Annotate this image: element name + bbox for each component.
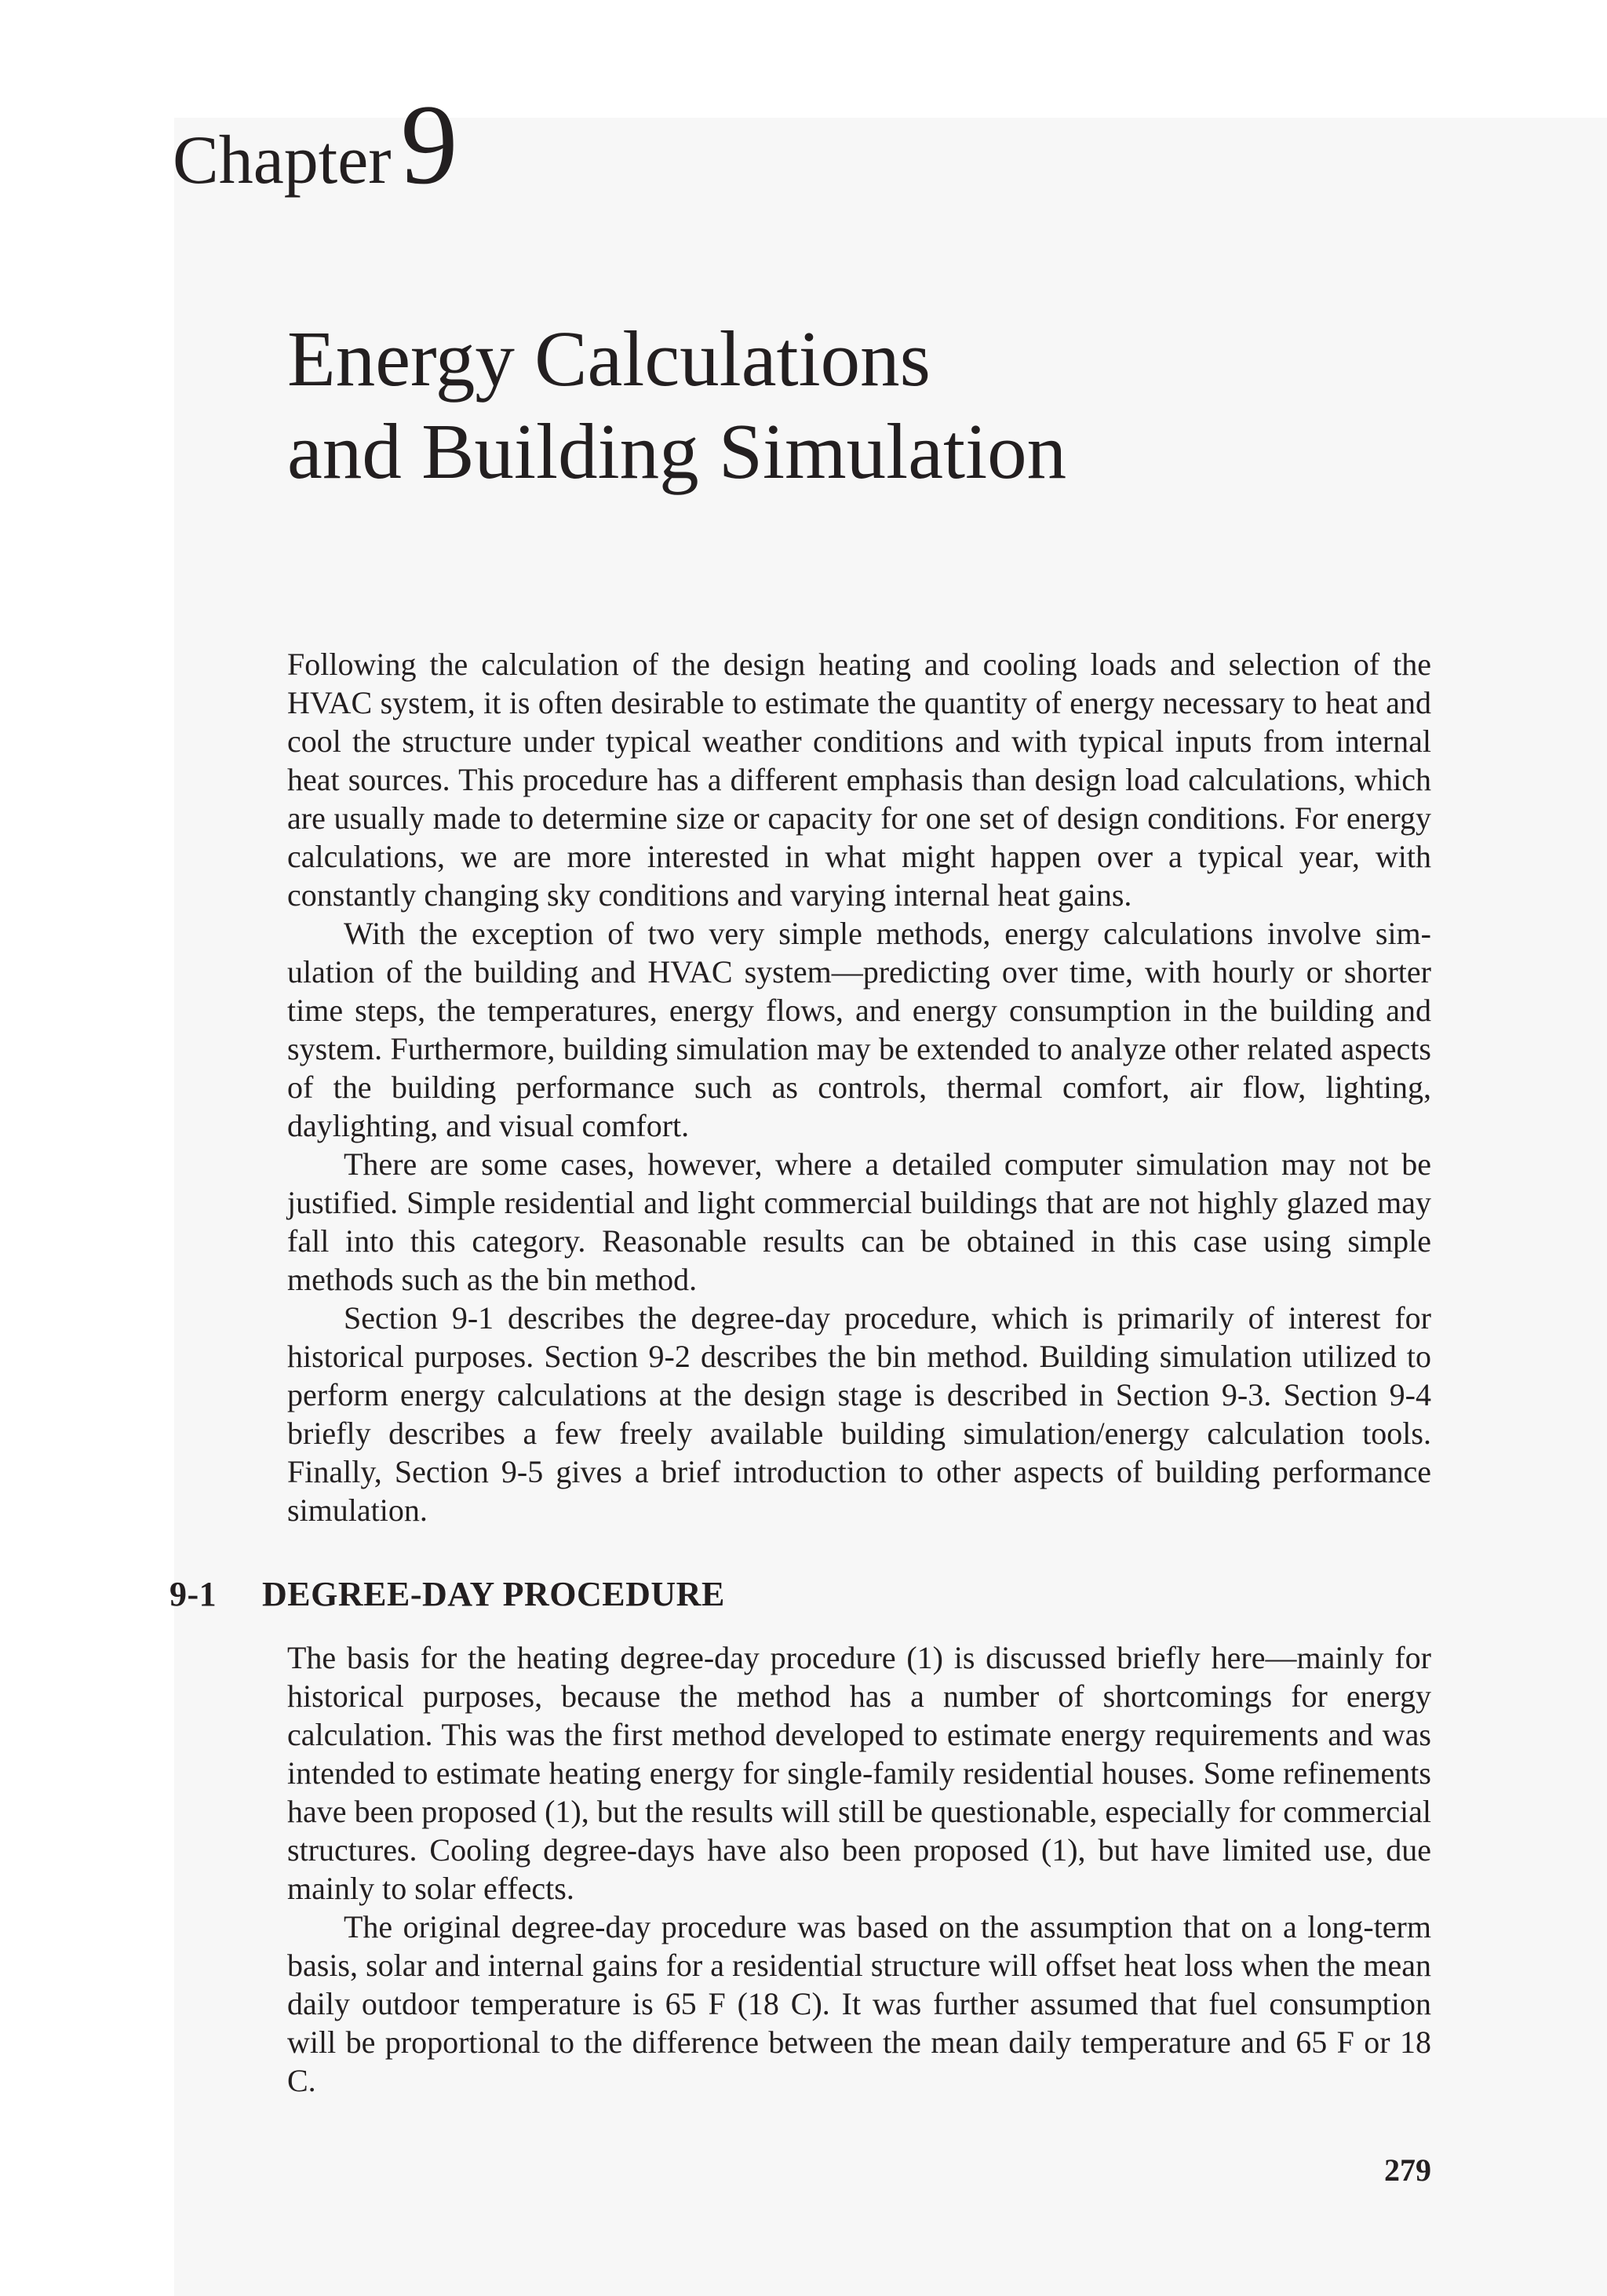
intro-paragraph: Following the calculation of the design heating and cooling loads and selection of the HVAC system, it is often desirable to estimate the quantity of energy necessary to heat and cool the structure under typical weather conditions and with typical inputs from internal heat sources. This procedure has a different emphasis than design load calculations, which are usually made to determine size or capacity for one set of design conditions. For energy calculations, we are more interested in what might happen over a typical year, with constantly changing sky conditions and varying internal heat gains. <box>287 647 1431 913</box>
page-number: 279 <box>1384 2152 1431 2188</box>
section-heading <box>169 1574 725 1614</box>
chapter-word: Chapter <box>173 122 392 199</box>
chapter-label <box>173 78 458 208</box>
chapter-number: 9 <box>400 81 458 208</box>
section-paragraph: The basis for the heating degree-day procedure (1) is discussed briefly here—mainly for historical purposes, because the method has a number of shortcomings for energy calculation. This was the first method developed to estimate energy requirements and was intended to estimate heating energy for single-family residential houses. Some refinements have been proposed (1), but the results will still be questionable, especially for commercial structures. Cooling degree-days have also been proposed (1), but have limited use, due mainly to solar effects. <box>287 1640 1431 1906</box>
section-number: 9-1 <box>169 1575 217 1613</box>
section-title: DEGREE-DAY PROCEDURE <box>262 1575 725 1613</box>
intro-paragraph: There are some cases, however, where a detailed computer simulation may not be justified. Simple residential and light commercial buildings that are not highly glazed may fall into this category. Reasonable results can be obtained in this case using simple methods such as the bin method. <box>287 1146 1431 1297</box>
intro-paragraph: With the exception of two very simple methods, energy calculations involve simulation of the building and HVAC system—predicting over time, with hourly or shorter time steps, the temperatures, energy flows, and energy consumption in the building and system. Furthermore, building simulation may be extended to analyze other related aspects of the building performance such as controls, thermal comfort, air flow, lighting, daylighting, and visual comfort. <box>287 916 1431 1143</box>
section-paragraph: The original degree-day procedure was based on the assumption that on a long-term basis, solar and internal gains for a residential structure will offset heat loss when the mean daily outdoor temperature is 65 F (18 C). It was further assumed that fuel consumption will be proportional to the difference between the mean daily temperature and 65 F or 18 C. <box>287 1909 1431 2098</box>
chapter-title <box>287 312 1066 497</box>
intro-paragraph: Section 9-1 describes the degree-day procedure, which is primarily of interest for historical purposes. Section 9-2 describes the bin method. Building simulation utilized to perform energy calculations at the design stage is described in Section 9-3. Section 9-4 briefly describes a few freely available building simulation/energy calculation tools. Finally, Section 9-5 gives a brief introduction to other aspects of building performance simulation. <box>287 1300 1431 1528</box>
section-body <box>287 1638 1431 2100</box>
chapter-title-line-1: Energy Calculations <box>287 315 931 403</box>
intro-text <box>287 645 1431 1529</box>
chapter-title-line-2: and Building Simulation <box>287 407 1067 495</box>
